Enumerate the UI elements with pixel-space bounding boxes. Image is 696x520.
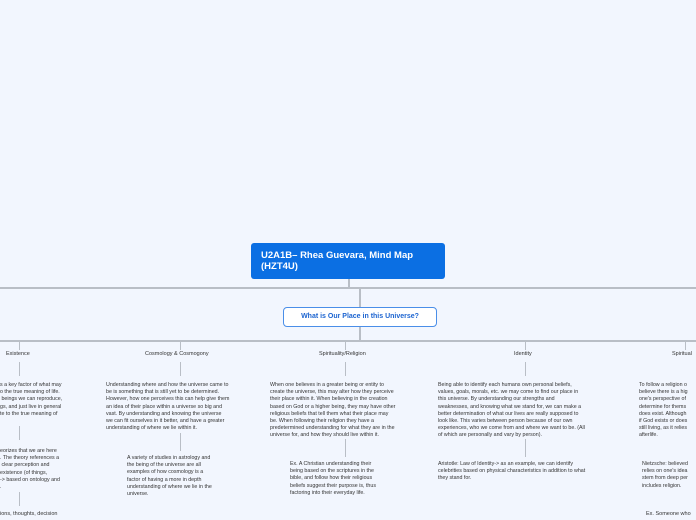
connector bbox=[345, 362, 346, 376]
spiritual-child[interactable]: Nietzsche: believed relies on one's idea stem from deep per includes religion. bbox=[642, 461, 688, 489]
existence-text[interactable]: s a key factor of what may o the true meaning of life. beings we can reproduce, gs, and just live in general te to the true meaning of bbox=[0, 382, 63, 417]
connector bbox=[525, 362, 526, 376]
branch-existence[interactable]: Existence bbox=[6, 351, 30, 357]
identity-child[interactable]: Aristotle: Law of Identity-> as an example, we can identify celebrities based on physical characteristics in addition to what they stand for. bbox=[438, 461, 586, 482]
spiritual-child2[interactable]: Ex. Someone who bbox=[646, 511, 691, 517]
connector bbox=[180, 433, 181, 451]
connector bbox=[359, 288, 361, 307]
connector bbox=[19, 362, 20, 376]
connector bbox=[345, 342, 346, 350]
connector bbox=[19, 426, 20, 440]
connector bbox=[359, 327, 361, 341]
spirituality-child[interactable]: Ex. A Christian understanding their being based on the scriptures in the bible, and follow how their religious beliefs suggest their purpose is, thus factoring into their everyday life. bbox=[290, 461, 376, 496]
connector bbox=[525, 439, 526, 457]
branch-cosmology[interactable]: Cosmology & Cosmogony bbox=[145, 351, 209, 357]
connector bbox=[19, 342, 20, 350]
cosmology-text[interactable]: Understanding where and how the universe came to be is something that is still yet to be determined. However, how one perceives this can help give them an idea of their place within a universe so big and vast. By understanding and knowing the universe we can fit ourselves in it better, and have a greater understanding of where we lie within it. bbox=[106, 382, 230, 432]
connector bbox=[180, 342, 181, 350]
root-topic[interactable]: U2A1B– Rhea Guevara, Mind Map (HZT4U) bbox=[251, 243, 445, 279]
branch-spiritual[interactable]: Spiritual bbox=[672, 351, 692, 357]
connector bbox=[685, 342, 686, 350]
connector bbox=[348, 279, 350, 288]
connector bbox=[525, 342, 526, 350]
identity-text[interactable]: Being able to identify each humans own personal beliefs, values, goals, morals, etc. we may come to find our place in this universe. By understanding our strengths and weaknesses, and knowing what we stand for, we can make a better determination of what our lives are really supposed to look like. This varies between person because of our own experiences, who we come from and where we want to be. (All of which are personally and vary by person). bbox=[438, 382, 585, 439]
spirituality-text[interactable]: When one believes in a greater being or entity to create the universe, this may alter how they perceive their place within it. When believing in the creation based on God or a higher being, they may have other religious beliefs that tell them what their place may be. When following their religion they have a predetermined understanding for what they are in the universe for, and how they should live within it. bbox=[270, 382, 396, 439]
spiritual-text[interactable]: To follow a religion o believe there is a hig one's perspective of determine for thems does exist. Although if God exists or does still living, as it relies afterlife. bbox=[639, 382, 688, 439]
connector bbox=[180, 362, 181, 376]
existence-child[interactable]: eorizes that we are here . The theory references a clear perception and existence (of things, -> based on ontology and . bbox=[0, 448, 60, 491]
branch-spirituality[interactable]: Spirituality/Religion bbox=[319, 351, 366, 357]
cosmology-child[interactable]: A variety of studies in astrology and the being of the universe are all examples of how cosmology is a factor of having a more in depth understanding of where we lie in the universe. bbox=[127, 455, 212, 498]
connector bbox=[345, 439, 346, 457]
connector bbox=[19, 492, 20, 506]
existence-child2[interactable]: ions, thoughts, decision bbox=[0, 511, 58, 517]
main-subtopic[interactable]: What is Our Place in this Universe? bbox=[283, 307, 437, 327]
branch-identity[interactable]: Identity bbox=[514, 351, 532, 357]
connector bbox=[0, 340, 696, 342]
